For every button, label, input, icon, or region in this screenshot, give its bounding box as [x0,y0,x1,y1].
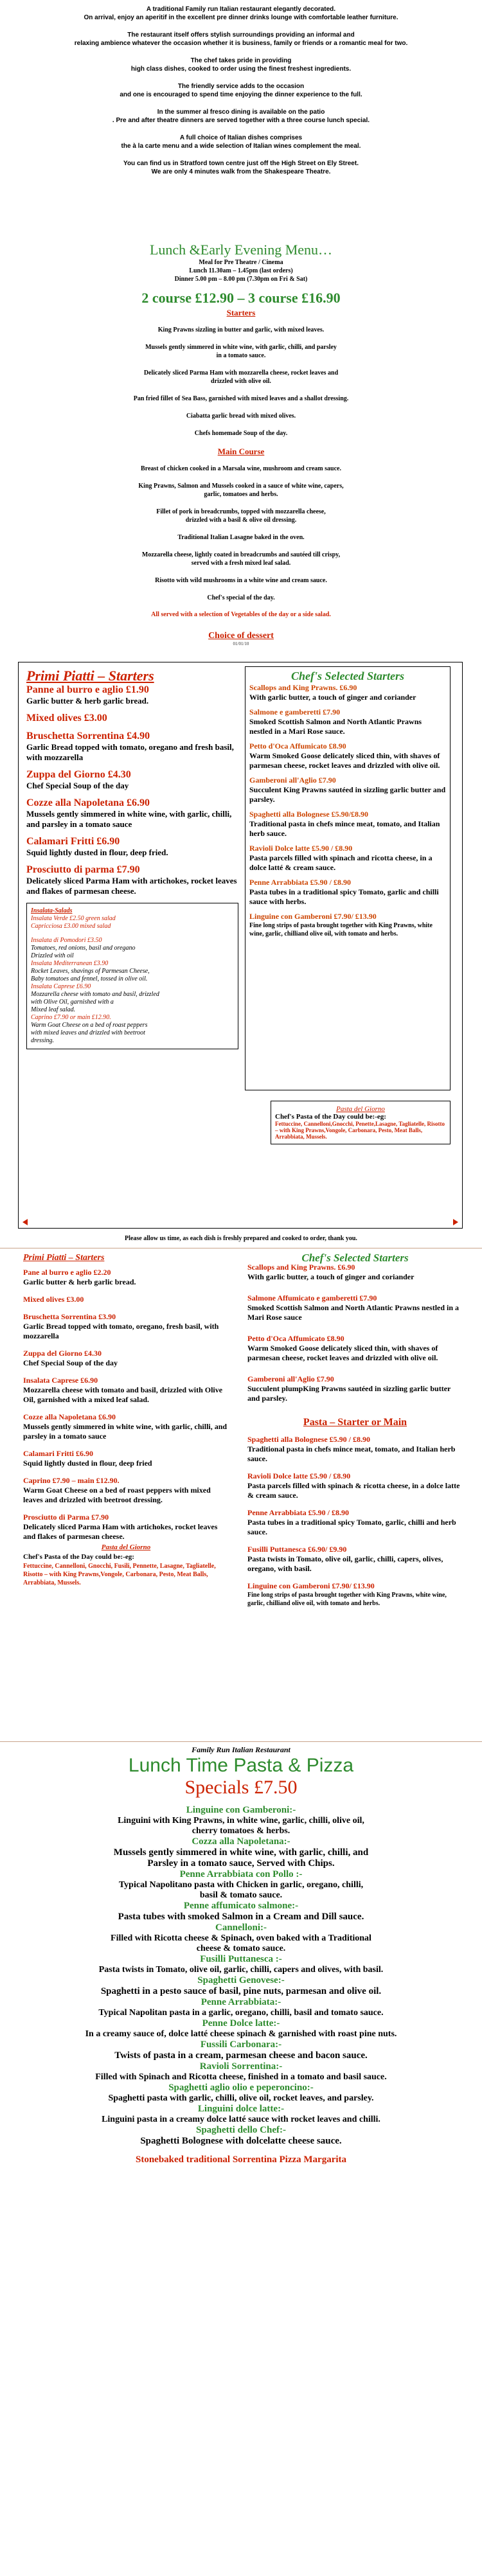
item-name: Spaghetti alla Bolognese £5.90/£8.90 [249,810,369,819]
salad-line: Rocket Leaves, shavings of Parmesan Cheese, [31,968,150,975]
item-name: Zuppa del Giorno £4.30 [23,1349,102,1358]
special-item [0,2125,482,2147]
chef-entry [249,912,446,921]
item-name: Scallops and King Prawns. £6.90 [249,683,357,692]
item-name: Mixed olives £3.00 [23,1295,84,1304]
special-desc: Typical Napolitan pasta in a garlic, oregano, chilli, basil and tomato sauce. [98,2008,384,2018]
salad-line: dressing. [31,1037,55,1044]
item-name: Zuppa del Giorno £4.30 [26,769,131,780]
item-desc: Delicately sliced Parma Ham with artichokes, rocket leaves and flakes of parmesan cheese. [26,876,237,896]
item-name: Salmone Affumicato e gamberetti £7.90 [247,1293,377,1302]
main-heading: Main Course [217,447,265,456]
salad-line: Caprino £7.90 or main £12.90. [31,1014,111,1021]
special-name: Penne Dolce latte:- [202,2018,280,2029]
special-item [0,1901,482,1923]
chef-entry [247,1334,463,1363]
chef-entry [247,1293,463,1322]
arrow-left-icon [22,1219,28,1225]
starter-entry [23,1312,229,1341]
starter-entry [23,1349,229,1368]
lunch-title: Lunch &Early Evening Menu… [149,242,333,258]
starter-entry [23,1449,229,1468]
intro-paragraph: A full choice of Italian dishes comprises the à la carte menu and a wide selection of Italian wines complement the meal. [121,134,361,150]
salad-line: Insalata Mediterranean £3.90 [31,960,109,967]
starter-entry [23,1513,229,1541]
salads-heading: Insalata-Salads [31,907,73,914]
item-name: Petto d'Oca Affumicato £8.90 [247,1334,344,1343]
pasta-entry [247,1471,463,1500]
salad-line: Insalata di Pomodori £3.50 [31,937,102,944]
item-desc: Garlic Bread topped with tomato, oregano, fresh basil, with mozzarella [23,1322,219,1340]
starter-entry [23,1268,229,1287]
special-name: Spaghetti Genovese:- [197,1975,285,1985]
starter-item: Pan fried fillet of Sea Bass, garnished with mixed leaves and a shallot dressing. [133,395,349,402]
pasta-del-giorno-title: Pasta del Giorno [101,1543,151,1551]
item-desc: Mozzarella cheese with tomato and basil, drizzled with Olive Oil, garnished with a mixed leaf salad. [23,1385,223,1404]
special-name: Fusilli Puttanesca :- [200,1954,282,1964]
footer-note: Please allow us time, as each dish is freshly prepared and cooked to order, thank you. [125,1235,357,1242]
starter-entry [23,1295,229,1304]
chef-entry [249,742,446,770]
item-desc: Pasta parcels filled with spinach & ricotta cheese, in a dolce latte & cream sauce. [247,1481,460,1500]
chef-entry [249,810,446,839]
item-name: Bruschetta Sorrentina £3.90 [23,1312,116,1321]
menu-box-1 [18,662,463,1229]
intro-paragraph: The restaurant itself offers stylish surroundings providing an informal and relaxing ambience whatever the occasion whether it is business, family or friends or a romantic meal for two. [74,31,408,47]
special-item [0,2039,482,2061]
item-name: Gamberoni all'Aglio £7.90 [247,1374,334,1383]
item-desc: Pasta tubes in a traditional spicy Tomato, garlic, chilli and herb sauce. [247,1518,456,1536]
item-name: Penne Arrabbiata £5.90 / £8.90 [249,878,351,887]
pizza-line: Stonebaked traditional Sorrentina Pizza Margarita [135,2154,347,2165]
specials-pre: Family Run Italian Restaurant [192,1745,290,1754]
chef-entry [249,878,446,907]
item-name: Cozze alla Napoletana £6.90 [26,797,150,808]
special-desc: Twists of pasta in a cream, parmesan cheese and bacon sauce. [114,2050,368,2061]
pasta-del-giorno-list: Fettuccine, Cannelloni,Gnocchi, Penette,Lasagne, Tagliatelle, Risotto – with King Prawns,Vongole, Carbonara, Pesto, Meat Balls, Arrabbiata, Mussels. [275,1121,445,1140]
item-desc: Delicately sliced Parma Ham with artichokes, rocket leaves and flakes of parmesan cheese. [23,1522,218,1541]
special-item [0,1923,482,1954]
item-name: Prosciutto di Parma £7.90 [23,1513,109,1522]
special-desc: Filled with Spinach and Ricotta cheese, finished in a tomato and basil sauce. [95,2072,387,2082]
item-name: Linguine con Gamberoni £7.90/ £13.90 [249,912,377,921]
special-name: Cannelloni:- [215,1923,267,1933]
choice-date: 01/01/10 [233,641,249,646]
chef-entry [249,844,446,873]
item-desc: With garlic butter, a touch of ginger and coriander [247,1272,415,1281]
starter-entry [26,836,238,858]
item-desc: Garlic Bread topped with tomato, oregano and fresh basil, with mozzarella [26,742,234,762]
main-item: Chef's special of the day. [207,594,275,601]
item-name: Scallops and King Prawns. £6.90 [247,1263,355,1272]
chef-entry [249,683,446,702]
item-name: Gamberoni all'Aglio £7.90 [249,776,336,785]
specials-section [0,1745,482,2165]
item-desc: Squid lightly dusted in flour, deep fried. [26,848,168,857]
special-item [0,1869,482,1901]
salad-line: Drizzled with oil [31,952,74,959]
primi-piatti-column [26,668,238,1049]
salads-box [26,903,238,1049]
primi-piatti-title: Primi Piatti – Starters [26,668,154,684]
special-item [0,1975,482,1997]
item-desc: Warm Goat Cheese on a bed of roast peppers with mixed leaves and drizzled with beetroot dressing. [23,1486,211,1504]
special-item [0,2083,482,2104]
salad-line: Capricciosa £3.00 mixed salad [31,923,111,930]
item-name: Salmone e gamberetti £7.90 [249,707,341,716]
item-name: Bruschetta Sorrentina £4.90 [26,731,150,742]
item-desc: Fine long strips of pasta brought together with King Prawns, white wine, garlic, chilliand olive oil, with tomato and herbs. [247,1592,447,1607]
item-name: Calamari Fritti £6.90 [26,836,120,847]
special-name: Penne affumicato salmone:- [183,1901,299,1911]
salad-line: Insalata Verde £2.50 green salad [31,915,116,922]
special-item [0,1954,482,1975]
item-desc: Squid lightly dusted in flour, deep fried [23,1459,152,1468]
arrow-right-icon [453,1219,458,1225]
special-name: Spaghetti aglio olio e peperoncino:- [168,2083,314,2093]
main-item: King Prawns, Salmon and Mussels cooked in a sauce of white wine, capers, garlic, tomatoes and herbs. [138,483,344,498]
item-name: Caprino £7.90 – main £12.90. [23,1476,120,1485]
pasta-del-giorno-title: Pasta del Giorno [336,1105,385,1113]
item-desc: With garlic butter, a touch of ginger and coriander [249,693,416,702]
item-name: Penne Arrabbiata £5.90 / £8.90 [247,1508,349,1517]
item-name: Ravioli Dolce latte £5.90 / £8.90 [249,844,353,853]
item-desc: Warm Smoked Goose delicately sliced thin, with shaves of parmesan cheese, rocket leaves and drizzled with olive oil. [249,751,440,770]
salad-line: with Olive Oil, garnished with a [31,999,114,1006]
salad-line: Insalata Caprese £6.90 [31,983,91,990]
special-name: Penne Arrabbiata con Pollo :- [179,1869,303,1879]
salad-line: Mozzarella cheese with tomato and basil, drizzled [31,991,159,998]
lunch-menu [0,238,482,646]
special-item [0,2018,482,2039]
intro-paragraph: The friendly service adds to the occasion and one is encouraged to spend time enjoying the dinner experience to the full. [120,83,362,98]
chef-entry [249,707,446,736]
special-desc: Pasta twists in Tomato, olive oil, garlic, chilli, capers and olives, with basil. [98,1965,384,1975]
special-name: Spaghetti dello Chef:- [196,2125,286,2135]
special-desc: Filled with Ricotta cheese & Spinach, oven baked with a Traditional cheese & tomato sauce. [111,1933,371,1953]
intro-paragraph: The chef takes pride in providing high class dishes, cooked to order using the finest freshest ingredients. [130,57,352,73]
section2-primi-title: Primi Piatti – Starters [23,1253,105,1263]
starter-entry [26,797,238,830]
special-desc: Linguini with King Prawns, in white wine, garlic, chilli, olive oil, cherry tomatoes & herbs. [118,1816,364,1836]
specials-title: Lunch Time Pasta & Pizza [128,1755,354,1776]
item-desc: Pasta parcels filled with spinach and ricotta cheese, in a dolce latté & cream sauce. [249,853,433,872]
item-name: Mixed olives £3.00 [26,713,107,724]
item-name: Cozze alla Napoletana £6.90 [23,1412,116,1421]
choice-of-dessert: Choice of dessert [208,631,274,641]
item-desc: Garlic butter & herb garlic bread. [23,1277,136,1286]
special-desc: Mussels gently simmered in white wine, with garlic, chilli, and Parsley in a tomato sauce, Served with Chips. [113,1847,369,1869]
starter-entry [26,731,238,763]
intro-section [0,5,482,185]
starter-item: Delicately sliced Parma Ham with mozzarella cheese, rocket leaves and drizzled with olive oil. [143,369,339,385]
special-desc: Linguini pasta in a creamy dolce latté sauce with rocket leaves and chilli. [102,2115,380,2124]
served-note: All served with a selection of Vegetables of the day or a side salad. [151,611,331,618]
item-desc: Warm Smoked Goose delicately sliced thin, with shaves of parmesan cheese, rocket leaves and drizzled with olive oil. [247,1344,438,1362]
special-name: Penne Arrabbiata:- [201,1997,281,2007]
pasta-entry [247,1508,463,1537]
lunch-info-line: Dinner 5.00 pm – 8.00 pm (7.30pm on Fri & Sat) [174,276,308,283]
item-desc: Chef Special Soup of the day [23,1358,118,1367]
special-desc: Spaghetti in a pesto sauce of basil, pine nuts, parmesan and olive oil. [100,1986,382,1996]
item-desc: Traditional pasta in chefs mince meat, tomato, and Italian herb sauce. [247,1444,456,1463]
starter-entry [23,1412,229,1441]
item-desc: Smoked Scottish Salmon and North Atlantic Prawns nestled in a Mari Rose sauce [247,1303,460,1322]
item-desc: Pasta twists in Tomato, olive oil, garlic, chilli, capers, olives, oregano, with basil. [247,1554,443,1573]
item-name: Fusilli Puttanesca £6.90/ £9.90 [247,1545,347,1554]
salad-line: Tomatoes, red onions, basil and oregano [31,945,136,952]
special-name: Cozza alla Napoletana:- [192,1836,290,1847]
item-desc: Pasta tubes in a traditional spicy Tomato, garlic and chilli sauce with herbs. [249,887,439,906]
main-item: Traditional Italian Lasagne baked in the oven. [177,534,305,541]
item-name: Calamari Fritti £6.90 [23,1449,93,1458]
chef-entry [249,776,446,804]
special-name: Ravioli Sorrentina:- [199,2061,283,2072]
starter-entry [26,769,238,791]
item-name: Pane al burro e aglio £2.20 [23,1268,111,1277]
intro-paragraph: In the summer al fresco dining is available on the patio . Pre and after theatre dinners are served together with a three course lunch special. [112,109,370,124]
chef-entry [247,1374,463,1403]
special-item [0,1997,482,2018]
special-name: Fussili Carbonara:- [200,2039,282,2050]
pasta-del-giorno-list: Fettuccine, Cannelloni, Gnocchi, Fusili, Pennette, Lasagne, Tagliatelle, Risotto – with King Prawns,Vongole, Carbonara, Pesto, Meat Balls, Arrabbiata, Mussels. [23,1563,216,1586]
starter-entry [23,1376,229,1405]
special-desc: In a creamy sauce of, dolce latté cheese spinach & garnished with roast pine nuts. [85,2029,397,2039]
chefs-starters-column [245,666,451,1090]
item-name: Spaghetti alla Bolognese £5.90 / £8.90 [247,1435,371,1444]
item-desc: Succulent King Prawns sautéed in sizzling garlic butter and parsley. [249,785,446,804]
special-item [0,1836,482,1869]
starter-entry [26,713,238,724]
item-desc: Chef Special Soup of the day [26,781,129,790]
section-2-left [23,1253,229,1587]
item-name: Linguine con Gamberoni £7.90/ £13.90 [247,1581,375,1590]
pasta-entry [247,1581,463,1608]
starter-entry [26,684,238,706]
special-item [0,2104,482,2125]
main-item: Fillet of pork in breadcrumbs, topped with mozzarella cheese, drizzled with a basil & olive oil dressing. [156,508,326,524]
salad-line: Warm Goat Cheese on a bed of roast peppers [31,1022,148,1029]
salad-line: with mixed leaves and drizzled with beetroot [31,1029,145,1036]
item-name: Insalata Caprese £6.90 [23,1376,98,1385]
special-desc: Spaghetti Bolognese with dolcelatte cheese sauce. [140,2136,342,2146]
section-2-right [247,1253,463,1615]
item-name: Panne al burro e aglio £1.90 [26,684,149,695]
starter-item: Chefs homemade Soup of the day. [194,430,288,437]
item-desc: Garlic butter & herb garlic bread. [26,696,149,706]
chef-entry [247,1263,463,1282]
pasta-del-giorno-text: Chef's Pasta of the Day could be:-eg: [275,1113,386,1121]
lunch-info-line: Lunch 11.30am – 1.45pm (last orders) [189,267,293,274]
starter-item: King Prawns sizzling in butter and garlic, with mixed leaves. [157,326,325,333]
item-desc: Succulent plumpKing Prawns sautéed in sizzling garlic butter and parsley. [247,1384,451,1403]
pasta-entry [247,1545,463,1574]
starter-entry [23,1476,229,1505]
starter-item: Ciabatta garlic bread with mixed olives. [186,413,296,420]
salad-line: Baby tomatoes and fennel, tossed in olive oil. [31,975,148,982]
starter-entry [26,864,238,896]
pasta-main-heading: Pasta – Starter or Main [303,1417,407,1428]
pasta-del-giorno-box [271,1101,451,1144]
divider [0,1741,482,1742]
main-item: Risotto with wild mushrooms in a white wine and cream sauce. [155,577,327,584]
main-item: Mozzarella cheese, lightly coated in breadcrumbs and sautéed till crispy, served with a fresh mixed leaf salad. [141,551,341,567]
lunch-prices: 2 course £12.90 – 3 course £16.90 [141,290,341,306]
special-name: Linguini dolce latte:- [197,2104,285,2114]
chefs-starters-title: Chef's Selected Starters [291,670,404,682]
item-desc: Mussels gently simmered in white wine, with garlic, chilli, and parsley in a tomato sauce [23,1422,228,1441]
starter-item: Mussels gently simmered in white wine, with garlic, chilli, and parsley in a tomato sauce. [145,344,337,359]
item-desc: Smoked Scottish Salmon and North Atlantic Prawns nestled in a Mari Rose sauce. [249,717,422,736]
special-desc: Typical Napolitano pasta with Chicken in garlic, oregano, chilli, basil & tomato sauce. [118,1880,364,1900]
lunch-info [0,258,482,283]
item-desc: Mussels gently simmered in white wine, with garlic, chilli, and parsley in a tomato sauce [26,809,232,829]
intro-paragraph: You can find us in Stratford town centre just off the High Street on Ely Street. We are only 4 minutes walk from the Shakespeare Theatre. [123,160,359,175]
item-name: Prosciutto di parma £7.90 [26,864,140,875]
special-item [0,2061,482,2083]
pasta-entry [247,1435,463,1464]
starters-heading: Starters [226,308,256,317]
special-item [0,1805,482,1836]
special-desc: Pasta tubes with smoked Salmon in a Cream and Dill sauce. [118,1912,364,1922]
item-name: Ravioli Dolce latte £5.90 / £8.90 [247,1471,351,1480]
pasta-del-giorno-text: Chef's Pasta of the Day could be:-eg: [23,1553,134,1561]
section2-chef-title: Chef's Selected Starters [301,1252,409,1264]
item-desc: Traditional pasta in chefs mince meat, tomato, and Italian herb sauce. [249,819,440,838]
special-name: Linguine con Gamberoni:- [186,1805,296,1815]
item-name: Petto d'Oca Affumicato £8.90 [249,742,346,751]
linguine-desc: Fine long strips of pasta brought together with King Prawns, white wine, garlic, chilliand olive oil, with tomato and herbs. [249,922,433,937]
intro-paragraph: A traditional Family run Italian restaurant elegantly decorated. On arrival, enjoy an aperitif in the excellent pre dinner drinks lounge with comfortable leather furniture. [84,6,398,21]
specials-price: Specials £7.50 [184,1777,298,1798]
main-item: Breast of chicken cooked in a Marsala wine, mushroom and cream sauce. [141,465,341,472]
special-desc: Spaghetti pasta with garlic, chilli, olive oil, rocket leaves, and parsley. [108,2093,374,2103]
salad-line: Mixed leaf salad. [31,1006,76,1013]
lunch-info-line: Meal for Pre Theatre / Cinema [199,259,283,266]
